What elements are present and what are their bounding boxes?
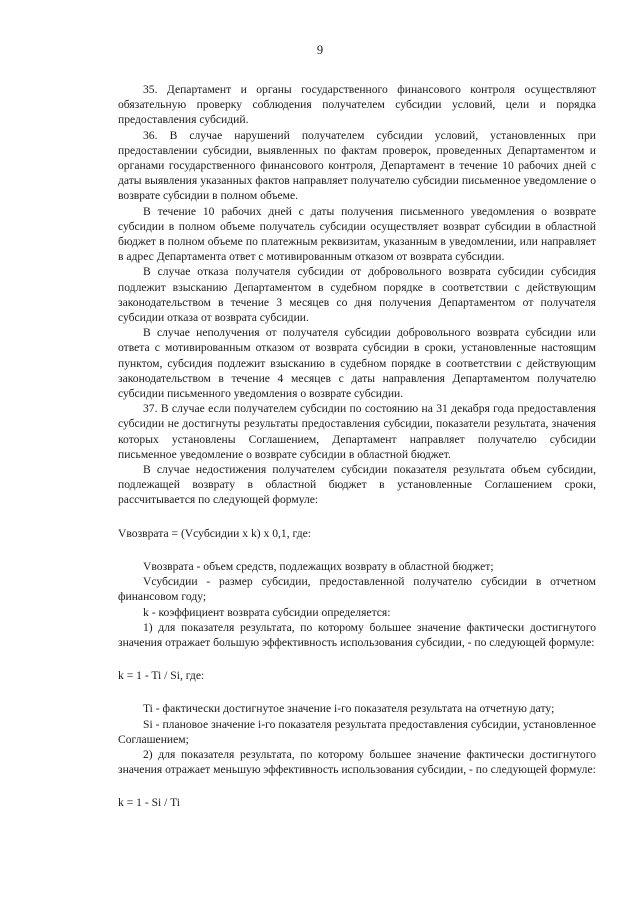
case-1: 1) для показателя результата, по которому большее значение фактически достигнутого значения отражает большую эффективность использования субсидии, - по следующей формуле: — [118, 620, 596, 649]
definition-v-subsidy: Vсубсидии - размер субсидии, предоставленной получателю субсидии в отчетном финансовом году; — [118, 575, 596, 604]
paragraph-37: 37. В случае если получателем субсидии по состоянию на 31 декабря года предоставления субсидии не достигнуты результаты предоставления субсидии, показатели результата, значения которых установлены Соглашением, Департамент направляет получателю субсидии письменное уведомление о возврате субсидии в областной бюджет. — [118, 402, 596, 461]
paragraph-35: 35. Департамент и органы государственного финансового контроля осуществляют обязательную проверку соблюдения получателем субсидии условий, цели и порядка предоставления субсидий. — [118, 83, 596, 127]
definition-v-return: Vвозврата - объем средств, подлежащих возврату в областной бюджет; — [143, 559, 494, 573]
definition-ti: Ti - фактически достигнутое значение i-го показателя результата на отчетную дату; — [143, 702, 555, 716]
definition-k: k - коэффициент возврата субсидии определяется: — [143, 605, 391, 619]
paragraph-36-no-response: В случае неполучения от получателя субсидии добровольного возврата субсидии или ответа с мотивированным отказом от возврата субсидии в сроки, установленные настоящим пунктом, субсидия подлежит взысканию в судебном порядке в соответствии с действующим законодательством в течение 4 месяцев с даты направления Департаментом получателю субсидии письменного уведомления о возврате субсидии. — [118, 326, 596, 401]
case-2: 2) для показателя результата, по которому большее значение фактически достигнутого значения отражает меньшую эффективность использования субсидии, - по следующей формуле: — [118, 747, 596, 777]
formula-return-volume: Vвозврата = (Vсубсидии x k) x 0,1, где: — [118, 526, 311, 540]
paragraph-37-calculation: В случае недостижения получателем субсидии показателя результата объем субсидии, подлежащей возврату в областной бюджет в установленные Соглашением сроки, рассчитывается по следующей формуле: — [118, 463, 596, 507]
page-number: 9 — [316, 43, 324, 57]
definition-si: Si - плановое значение i-го показателя результата предоставления субсидии, установленное Соглашением; — [118, 717, 596, 746]
paragraph-36-refusal: В случае отказа получателя субсидии от добровольного возврата субсидии субсидия подлежит взысканию Департаментом в судебном порядке в соответствии с действующим законодательством в течение 3 месяцев со дня получения Департаментом от получателя субсидии отказа от возврата субсидии. — [118, 265, 596, 325]
formula-k-case-1: k = 1 - Ti / Si, где: — [118, 669, 205, 683]
paragraph-36: 36. В случае нарушений получателем субсидии условий, установленных при предоставлении субсидии, выявленных по фактам проверок, проведенных Департаментом и органами государственного финансового контроля, Департамент в течение 10 рабочих дней с даты выявления указанных фактов направляет получателю субсидии письменное уведомление о возврате субсидии в полном объеме. — [118, 128, 596, 203]
formula-k-case-2: k = 1 - Si / Ti — [118, 796, 180, 810]
document-body — [118, 82, 596, 829]
paragraph-36-return: В течение 10 рабочих дней с даты получения письменного уведомления о возврате субсидии в полном объеме получатель субсидии осуществляет возврат субсидии в областной бюджет в полном объеме по платежным реквизитам, указанным в уведомлении, или направляет в адрес Департамента ответ с мотивированным отказом от возврата субсидии. — [118, 204, 596, 264]
